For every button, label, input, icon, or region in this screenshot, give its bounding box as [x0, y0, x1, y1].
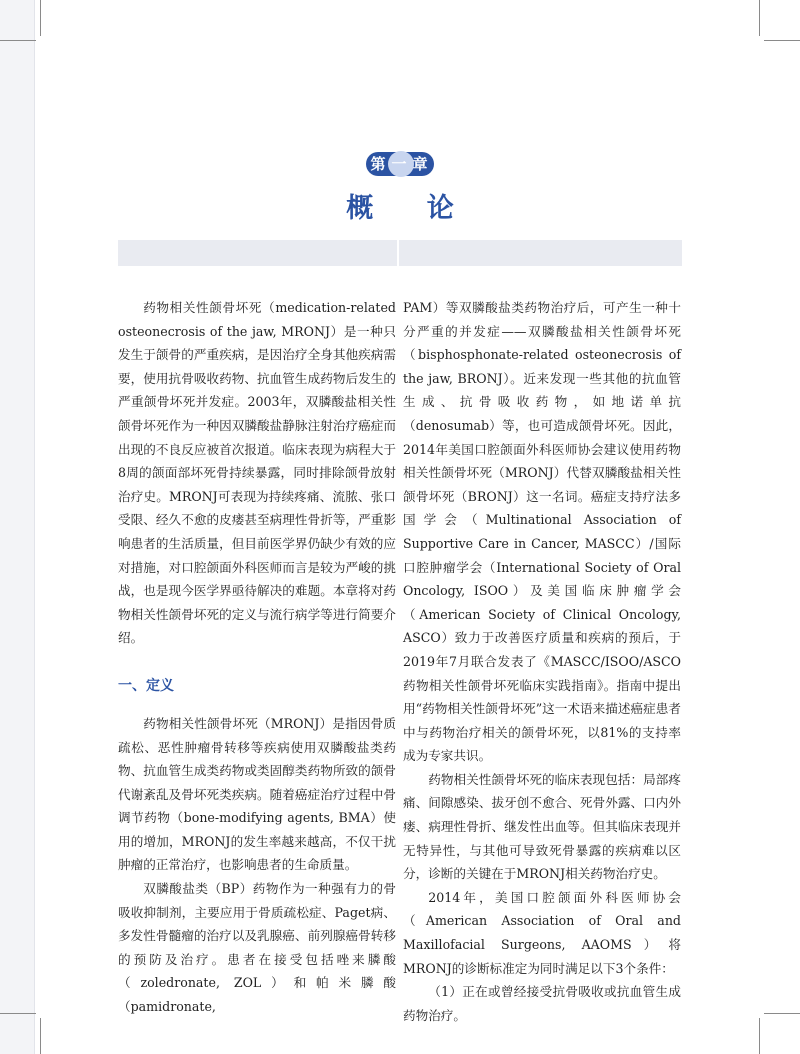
bp-paragraph: 双膦酸盐类（BP）药物作为一种强有力的骨吸收抑制剂，主要应用于骨质疏松症、Paget病、多发性骨髓瘤的治疗以及乳腺癌、前列腺癌骨转移的预防及治疗。患者在接受包括唑来膦酸（zoledronate, ZOL）和帕米膦酸（pamidronate,: [118, 881, 396, 1015]
intro-paragraph: 药物相关性颌骨坏死（medication-related osteonecrosis of the jaw, MRONJ）是一种只发生于颌骨的严重疾病，是因治疗全身其他疾病需要，使用抗骨吸收药物、抗血管生成药物后发生的严重颌骨坏死并发症。2003年，双膦酸盐相关性颌骨坏死作为一种因双膦酸盐静脉注射治疗癌症而出现的不良反应被首次报道。临床表现为病程大于8周的颌面部坏死骨持续暴露，同时排除颌骨放射治疗史。MRONJ可表现为持续疼痛、流脓、张口受限、经久不愈的皮瘘甚至病理性骨折等，严重影响患者的生活质量，但目前医学界仍缺少有效的应对措施，对口腔颌面外科医师而言是较为严峻的挑战，也是现今医学界亟待解决的难题。本章将对药物相关性颌骨坏死的定义与流行病学等进行简要介绍。: [118, 300, 396, 646]
crop-mark: [0, 40, 36, 41]
definition-paragraph: 药物相关性颌骨坏死（MRONJ）是指因骨质疏松、恶性肿瘤骨转移等疾病使用双膦酸盐类药物、抗血管生成类药物或类固醇类药物所致的颌骨代谢紊乱及骨坏死类疾病。随着癌症治疗过程中骨调节药物（bone-modifying agents, BMA）使用的增加，MRONJ的发生率越来越高，不仅干扰肿瘤的正常治疗，也影响患者的生命质量。: [118, 715, 396, 873]
crop-mark: [40, 1018, 41, 1054]
crop-mark: [40, 0, 41, 36]
crop-mark: [764, 1013, 800, 1014]
right-column: [403, 296, 681, 1027]
chapter-title: 概 论: [346, 193, 476, 224]
left-column: [118, 296, 396, 1019]
clinical-paragraph: 药物相关性颌骨坏死的临床表现包括：局部疼痛、间隙感染、拔牙创不愈合、死骨外露、口内外瘘、病理性骨折、继发性出血等。但其临床表现并无特异性，与其他可导致死骨暴露的疾病难以区分，诊断的关键在于MRONJ相关药物治疗史。: [403, 771, 681, 882]
header-band-left: [118, 240, 397, 266]
crop-mark: [0, 1013, 36, 1014]
crop-mark: [764, 40, 800, 41]
page-spine-strip: [0, 0, 34, 1054]
chapter-badge-label: 第一章: [370, 155, 434, 173]
chapter-badge: [366, 152, 434, 176]
bronj-paragraph: PAM）等双膦酸盐类药物治疗后，可产生一种十分严重的并发症——双膦酸盐相关性颌骨坏死（bisphosphonate-related osteonecrosis of the jaw, BRONJ）。近来发现一些其他的抗血管生成、抗骨吸收药物，如地诺单抗（denosumab）等，也可造成颌骨坏死。因此，2014年美国口腔颌面外科医师协会建议使用药物相关性颌骨坏死（MRONJ）代替双膦酸盐相关性颌骨坏死（BRONJ）这一名词。癌症支持疗法多国学会（Multinational Association of Supportive Care in Cancer, MASCC）/国际口腔肿瘤学会（International Society of Oral Oncology, ISOO）及美国临床肿瘤学会（American Society of Clinical Oncology, ASCO）致力于改善医疗质量和疾病的预后，于2019年7月联合发表了《MASCC/ISOO/ASCO药物相关性颌骨坏死临床实践指南》。指南中提出用“药物相关性颌骨坏死”这一术语来描述癌症患者中与药物治疗相关的颌骨坏死，以81%的支持率成为专家共识。: [403, 300, 681, 764]
crop-mark: [759, 1018, 760, 1054]
page-spine-line: [34, 0, 35, 1054]
criterion-item-1: （1）正在或曾经接受抗骨吸收或抗血管生成药物治疗。: [403, 984, 681, 1023]
criteria-paragraph: 2014年，美国口腔颌面外科医师协会（American Association of Oral and Maxillofacial Surgeons, AAOMS）将MRONJ的诊断标准定为同时满足以下3个条件：: [403, 889, 681, 976]
section-heading-definition: 一、定义: [118, 677, 174, 694]
header-band-right: [399, 240, 682, 266]
crop-mark: [759, 0, 760, 36]
